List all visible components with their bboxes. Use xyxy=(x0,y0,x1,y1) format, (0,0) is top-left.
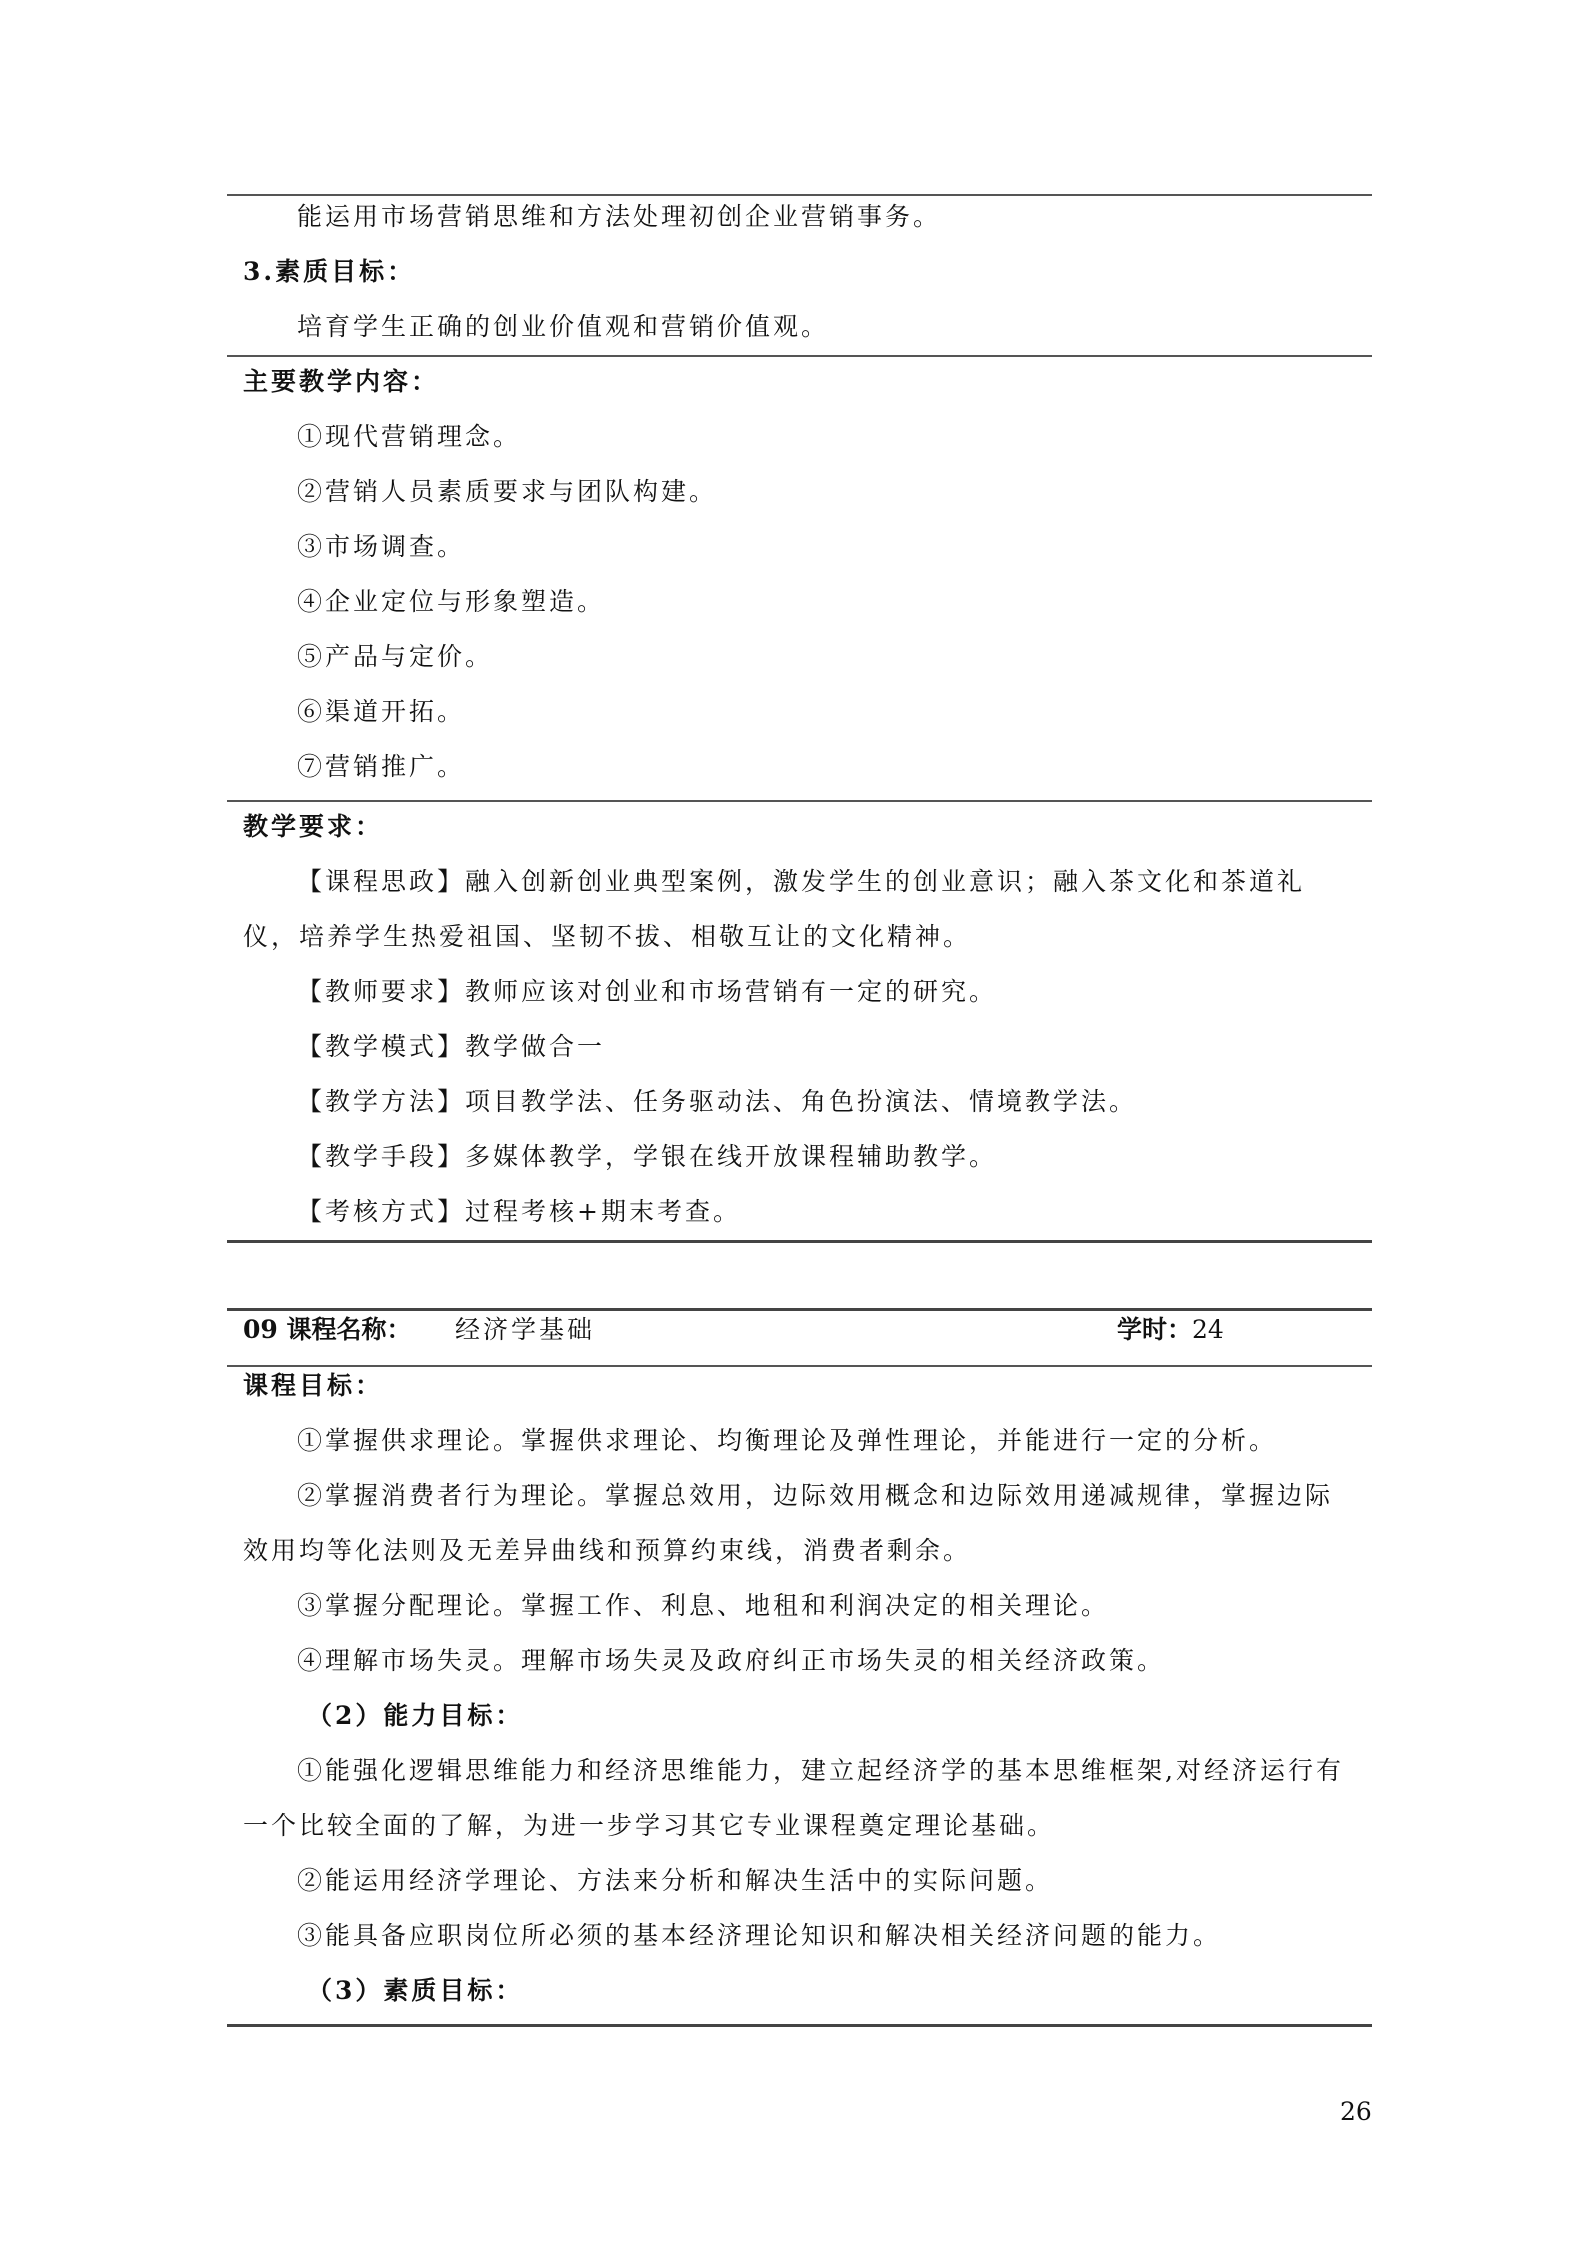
requirement-line: 【教学手段】多媒体教学，学银在线开放课程辅助教学。 xyxy=(297,1142,998,1171)
content-heading: 主要教学内容： xyxy=(243,367,440,396)
ability-line: ②能运用经济学理论、方法来分析和解决生活中的实际问题。 xyxy=(297,1866,1054,1895)
course-name: 经济学基础 xyxy=(455,1315,596,1344)
course-hours: 24 xyxy=(1192,1315,1224,1344)
course-hours-label: 学时： xyxy=(1117,1315,1193,1344)
section-course-goals xyxy=(227,1358,1372,2018)
requirement-line: 【教师要求】教师应该对创业和市场营销有一定的研究。 xyxy=(297,977,998,1006)
requirement-line: 【教学方法】项目教学法、任务驱动法、角色扮演法、情境教学法。 xyxy=(297,1087,1138,1116)
list-item: ②营销人员素质要求与团队构建。 xyxy=(297,477,718,506)
requirement-line: 【考核方式】过程考核+期末考查。 xyxy=(297,1197,741,1226)
section-requirements xyxy=(227,799,1372,1239)
quality-heading: （3）素质目标： xyxy=(307,1976,524,2005)
list-item: ④企业定位与形象塑造。 xyxy=(297,587,606,616)
goal-line: ①掌握供求理论。掌握供求理论、均衡理论及弹性理论，并能进行一定的分析。 xyxy=(297,1426,1278,1455)
list-item: ⑦营销推广。 xyxy=(297,752,466,781)
ability-line: 一个比较全面的了解，为进一步学习其它专业课程奠定理论基础。 xyxy=(243,1811,1056,1840)
goal-line: ③掌握分配理论。掌握工作、利息、地租和利润决定的相关理论。 xyxy=(297,1591,1110,1620)
goals-heading: 课程目标： xyxy=(243,1371,384,1400)
section-marketing xyxy=(227,189,1372,354)
goal-line: ②掌握消费者行为理论。掌握总效用，边际效用概念和边际效用递减规律，掌握边际 xyxy=(297,1481,1334,1510)
requirement-line: 【教学模式】教学做合一 xyxy=(297,1032,606,1061)
quality-text: 培育学生正确的创业价值观和营销价值观。 xyxy=(297,312,830,341)
ability-text: 能运用市场营销思维和方法处理初创企业营销事务。 xyxy=(297,202,942,231)
quality-heading: 3.素质目标： xyxy=(243,257,416,286)
requirement-line: 【课程思政】融入创新创业典型案例，激发学生的创业意识；融入茶文化和茶道礼 xyxy=(297,867,1306,896)
table-bottom-rule xyxy=(227,1240,1372,1243)
ability-heading: （2）能力目标： xyxy=(307,1701,524,1730)
goal-line: ④理解市场失灵。理解市场失灵及政府纠正市场失灵的相关经济政策。 xyxy=(297,1646,1166,1675)
course-header xyxy=(227,1302,1372,1357)
list-item: ①现代营销理念。 xyxy=(297,422,522,451)
section-content xyxy=(227,354,1372,794)
requirements-heading: 教学要求： xyxy=(243,812,384,841)
page-number: 26 xyxy=(1340,2097,1372,2126)
list-item: ⑤产品与定价。 xyxy=(297,642,494,671)
ability-line: ①能强化逻辑思维能力和经济思维能力，建立起经济学的基本思维框架,对经济运行有 xyxy=(297,1756,1344,1785)
ability-line: ③能具备应职岗位所必须的基本经济理论知识和解决相关经济问题的能力。 xyxy=(297,1921,1222,1950)
goal-line: 效用均等化法则及无差异曲线和预算约束线，消费者剩余。 xyxy=(243,1536,972,1565)
table-bottom-rule xyxy=(227,2024,1372,2027)
course-code: 09 xyxy=(243,1315,278,1344)
list-item: ③市场调查。 xyxy=(297,532,466,561)
list-item: ⑥渠道开拓。 xyxy=(297,697,466,726)
course-name-label: 课程名称： xyxy=(286,1315,412,1344)
requirement-line: 仪，培养学生热爱祖国、坚韧不拔、相敬互让的文化精神。 xyxy=(243,922,972,951)
